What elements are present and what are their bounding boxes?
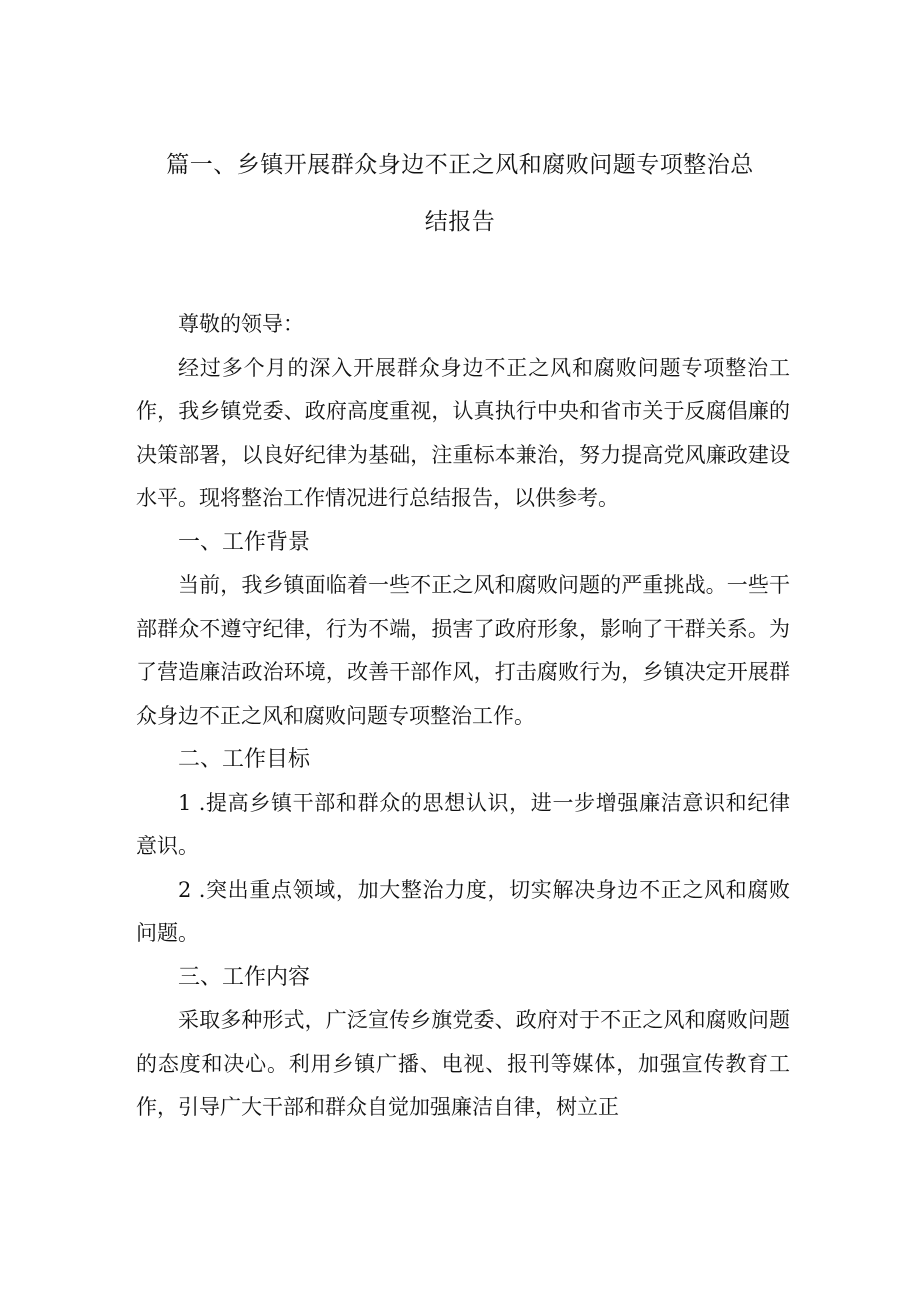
section-heading-content: 三、工作内容 — [178, 964, 311, 990]
salutation: 尊敬的领导： — [178, 312, 304, 336]
document-body — [136, 303, 790, 1130]
goal-item-2: 2 .突出重点领域，加大整治力度，切实解决身边不正之风和腐败问题。 — [136, 877, 790, 945]
section-heading-goals: 二、工作目标 — [178, 747, 311, 772]
goal-item-1: 1 .提高乡镇干部和群众的思想认识，进一步增强廉洁意识和纪律意识。 — [136, 790, 790, 858]
document-title-line-2: 结报告 — [424, 209, 496, 235]
intro-paragraph: 经过多个月的深入开展群众身边不正之风和腐败问题专项整治工作，我乡镇党委、政府高度重视，认真执行中央和省市关于反腐倡廉的决策部署，以良好纪律为基础，注重标本兼治，努力提高党风廉政建设水平。现将整治工作情况进行总结报告，以供参考。 — [136, 355, 790, 510]
section-heading-background: 一、工作背景 — [178, 529, 311, 555]
background-paragraph: 当前，我乡镇面临着一些不正之风和腐败问题的严重挑战。一些干部群众不遵守纪律，行为不端，损害了政府形象，影响了干群关系。为了营造廉洁政治环境，改善干部作风，打击腐败行为，乡镇决定开展群众身边不正之风和腐败问题专项整治工作。 — [136, 573, 790, 728]
content-paragraph: 采取多种形式，广泛宣传乡旗党委、政府对于不正之风和腐败问题的态度和决心。利用乡镇广播、电视、报刊等媒体，加强宣传教育工作，引导广大干部和群众自觉加强廉洁自律，树立正 — [136, 1008, 790, 1119]
document-title-line-1: 篇一、乡镇开展群众身边不正之风和腐败问题专项整治总 — [166, 152, 754, 178]
